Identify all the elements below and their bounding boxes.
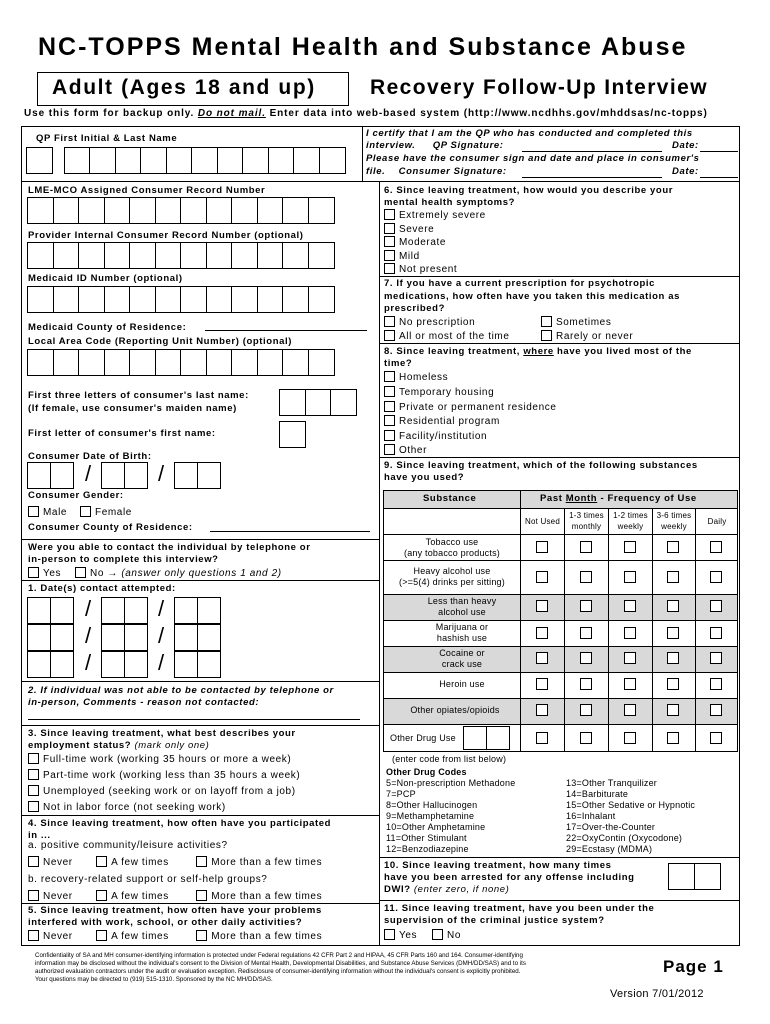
other-drug-code-grid[interactable]	[463, 726, 508, 750]
gender-male[interactable]	[28, 506, 67, 518]
code-10: 10=Other Amphetamine	[386, 822, 486, 832]
frequency-checkbox-r5-c2[interactable]	[580, 652, 592, 664]
first-letter-label: First letter of consumer's first name:	[28, 428, 216, 439]
attempt1-slash2: /	[158, 596, 165, 621]
dob-day-grid[interactable]	[101, 462, 146, 489]
q8-part-b: have you lived most of the	[557, 346, 692, 357]
q7-line1: 7. If you have a current prescription for psychotropic	[384, 278, 656, 289]
frequency-checkbox-r3-c5[interactable]	[710, 600, 722, 612]
q11-yes[interactable]	[384, 929, 417, 941]
code-14: 14=Barbiturate	[566, 789, 629, 799]
q7-opt-4-checkbox[interactable]	[541, 330, 552, 341]
q4b-label: b. recovery-related support or self-help groups?	[28, 874, 268, 885]
attempt2-slash2: /	[158, 623, 165, 648]
q2-comment-line[interactable]	[28, 719, 360, 720]
q4a-never-label: Never	[43, 857, 73, 868]
q2-line2: in-person, Comments - reason not contacted:	[28, 697, 260, 708]
last-name-grid[interactable]	[279, 389, 356, 416]
row-less-alcohol: Less than heavy alcohol use	[427, 596, 497, 617]
q11-yes-checkbox[interactable]	[384, 929, 395, 940]
frequency-rest: - Frequency of Use	[600, 493, 697, 504]
last-name-note: (If female, use consumer's maiden name)	[28, 403, 237, 414]
q6-line1: 6. Since leaving treatment, how would you describe your	[384, 185, 674, 196]
frequency-checkbox-r2-c2[interactable]	[580, 571, 592, 583]
q5-line2: interfered with work, school, or other daily activities?	[28, 917, 303, 928]
frequency-checkbox-r2-c5[interactable]	[710, 571, 722, 583]
local-area-grid[interactable]	[27, 349, 333, 376]
q3-opt-4-checkbox[interactable]	[28, 801, 39, 812]
q4a-more-label: More than a few times	[211, 857, 323, 868]
q8-opt-5-label: Facility/institution	[399, 431, 488, 442]
frequency-checkbox-r4-c3[interactable]	[624, 627, 636, 639]
q4b-never-label: Never	[43, 891, 73, 902]
code-12: 12=Benzodiazepine	[386, 844, 469, 854]
q10-line1: 10. Since leaving treatment, how many times	[384, 860, 612, 871]
contact-no-checkbox[interactable]	[75, 567, 86, 578]
frequency-checkbox-r3-c3[interactable]	[624, 600, 636, 612]
contact-question-1: Were you able to contact the individual by telephone or	[28, 542, 311, 553]
certify-interview: interview.	[366, 140, 416, 151]
frequency-checkbox-r7-c4[interactable]	[667, 704, 679, 716]
q4-line2: in ...	[28, 830, 51, 841]
frequency-checkbox-r6-c4[interactable]	[667, 678, 679, 690]
certify-line2	[366, 140, 504, 151]
consumer-date-label: Date:	[672, 166, 699, 177]
q11-no-label: No	[447, 930, 461, 941]
q8-opt-4-label: Residential program	[399, 416, 500, 427]
attempt3-day[interactable]	[101, 651, 146, 678]
other-drug-note: (enter code from list below)	[392, 754, 507, 764]
frequency-checkbox-r8-c5[interactable]	[710, 732, 722, 744]
q3-opt-1[interactable]	[28, 753, 291, 765]
dob-slash-2: /	[158, 461, 165, 486]
contact-yes-label: Yes	[43, 568, 62, 579]
attempt1-slash1: /	[85, 596, 92, 621]
q3-opt-3[interactable]	[28, 785, 296, 797]
substance-header: Substance	[423, 493, 477, 504]
gender-female[interactable]	[80, 506, 132, 518]
frequency-checkbox-r3-c4[interactable]	[667, 600, 679, 612]
q11-no-checkbox[interactable]	[432, 929, 443, 940]
q10-line3	[384, 884, 509, 895]
q7-opt-3-checkbox[interactable]	[384, 330, 395, 341]
attempt2-slash1: /	[85, 623, 92, 648]
code-17: 17=Over-the-Counter	[566, 822, 656, 832]
attempt1-day[interactable]	[101, 597, 146, 624]
frequency-checkbox-r1-c1[interactable]	[536, 541, 548, 553]
q3-opt-1-checkbox[interactable]	[28, 753, 39, 764]
q7-opt-2[interactable]	[541, 316, 611, 328]
row-cocaine: Cocaine or crack use	[439, 648, 485, 669]
code-16: 16=Inhalant	[566, 811, 616, 821]
q8-opt-2-label: Temporary housing	[399, 387, 495, 398]
contact-question-2: in-person to complete this interview?	[28, 554, 219, 565]
use-note	[24, 108, 708, 119]
confidentiality-4: Your questions may be directed to (919) 515-1310. Sponsored by the NC MH/DD/SAS.	[35, 976, 273, 983]
use-note-c: Enter data into web-based system (http://www.ncdhhs.gov/mhddsas/nc-topps)	[269, 108, 708, 119]
q4a-never-checkbox[interactable]	[28, 856, 39, 867]
q4a-more-checkbox[interactable]	[196, 856, 207, 867]
q7-line2: medications, how often have you taken this medication as	[384, 291, 680, 302]
contact-yes-checkbox[interactable]	[28, 567, 39, 578]
row-heavy-alcohol: Heavy alcohol use (>=5(4) drinks per sitting)	[399, 566, 505, 587]
frequency-checkbox-r7-c3[interactable]	[624, 704, 636, 716]
lme-grid[interactable]	[27, 197, 333, 224]
qp-label: QP First Initial & Last Name	[36, 133, 178, 144]
q8-line1	[384, 346, 692, 357]
q6-opt-3-checkbox[interactable]	[384, 236, 395, 247]
q9-line2: have you used?	[384, 472, 465, 483]
q3-opt-2[interactable]	[28, 769, 300, 781]
consumer-signature-line[interactable]	[522, 177, 662, 178]
frequency-checkbox-r2-c4[interactable]	[667, 571, 679, 583]
col-not-used: Not Used	[525, 517, 560, 526]
county-residence-label: Consumer County of Residence:	[28, 522, 193, 533]
q5-never-checkbox[interactable]	[28, 930, 39, 941]
q7-line3: prescribed?	[384, 303, 445, 314]
q8-opt-5-checkbox[interactable]	[384, 430, 395, 441]
frequency-checkbox-r6-c1[interactable]	[536, 678, 548, 690]
q4a-options[interactable]	[28, 856, 322, 868]
q3-opt-1-label: Full-time work (working 35 hours or more a week)	[43, 754, 292, 765]
code-5: 5=Non-prescription Methadone	[386, 778, 516, 788]
contact-no[interactable]	[75, 567, 282, 579]
q6-opt-5[interactable]	[384, 263, 457, 275]
medicaid-county-line[interactable]	[205, 330, 367, 331]
frequency-checkbox-r6-c5[interactable]	[710, 678, 722, 690]
form-title: NC-TOPPS Mental Health and Substance Abuse	[38, 33, 688, 61]
frequency-checkbox-r3-c1[interactable]	[536, 600, 548, 612]
q5-few-checkbox[interactable]	[96, 930, 107, 941]
q2-line1: 2. If individual was not able to be contacted by telephone or	[28, 685, 334, 696]
q4a-label: a. positive community/leisure activities?	[28, 840, 228, 851]
attempt1-month[interactable]	[27, 597, 72, 624]
q8-opt-3-label: Private or permanent residence	[399, 402, 557, 413]
q10-dwi: DWI?	[384, 884, 411, 895]
consumer-line1: Please have the consumer sign and date and place in consumer's	[366, 153, 700, 164]
q3-opt-4-label: Not in labor force (not seeking work)	[43, 802, 226, 813]
q8-where: where	[523, 346, 554, 357]
q4b-options[interactable]	[28, 890, 322, 902]
qp-signature-line[interactable]	[522, 151, 662, 152]
version: Version 7/01/2012	[610, 988, 704, 1000]
q6-opt-2[interactable]	[384, 223, 434, 235]
qp-initial-grid[interactable]	[26, 147, 344, 174]
code-9: 9=Methamphetamine	[386, 811, 475, 821]
confidentiality-3: authorized evaluation contractors under the audit or evaluation exception. Redisclosure of consumer-identifying information without the individual's consent is explicitly prohibited.	[35, 968, 521, 975]
form-subtitle: Recovery Follow-Up Interview	[370, 76, 708, 99]
q3-opt-3-label: Unemployed (seeking work or on layoff from a job)	[43, 786, 296, 797]
q6-opt-4-checkbox[interactable]	[384, 250, 395, 261]
frequency-checkbox-r4-c5[interactable]	[710, 627, 722, 639]
q8-opt-6-checkbox[interactable]	[384, 444, 395, 455]
q7-opt-1-checkbox[interactable]	[384, 316, 395, 327]
frequency-checkbox-r7-c5[interactable]	[710, 704, 722, 716]
code-8: 8=Other Hallucinogen	[386, 800, 478, 810]
arrest-count-grid[interactable]	[668, 863, 719, 890]
frequency-checkbox-r4-c1[interactable]	[536, 627, 548, 639]
q3-opt-3-checkbox[interactable]	[28, 785, 39, 796]
lme-label: LME-MCO Assigned Consumer Record Number	[28, 185, 266, 196]
q11-line2: supervision of the criminal justice system?	[384, 915, 605, 926]
gender-label: Consumer Gender:	[28, 490, 124, 501]
q3-mark-one: (mark only one)	[134, 740, 210, 751]
attempt3-year[interactable]	[174, 651, 219, 678]
frequency-header	[540, 493, 697, 504]
q7-opt-3-label: All or most of the time	[399, 331, 510, 342]
female-label: Female	[95, 507, 132, 518]
frequency-checkbox-r1-c2[interactable]	[580, 541, 592, 553]
q8-part-a: 8. Since leaving treatment,	[384, 346, 521, 357]
q8-opt-1-label: Homeless	[399, 372, 449, 383]
q11-no[interactable]	[432, 929, 461, 941]
dob-label: Consumer Date of Birth:	[28, 451, 152, 462]
code-7: 7=PCP	[386, 789, 416, 799]
frequency-checkbox-r7-c2[interactable]	[580, 704, 592, 716]
attempt2-day[interactable]	[101, 624, 146, 651]
q6-line2: mental health symptoms?	[384, 197, 515, 208]
q3-opt-2-label: Part-time work (working less than 35 hours a week)	[43, 770, 301, 781]
q8-opt-1-checkbox[interactable]	[384, 371, 395, 382]
frequency-month: Month	[565, 493, 598, 504]
frequency-past: Past	[540, 493, 563, 504]
col-weekly-3-6: 3-6 times weekly	[656, 511, 692, 531]
frequency-checkbox-r3-c2[interactable]	[580, 600, 592, 612]
q6-opt-4-label: Mild	[399, 251, 420, 262]
frequency-checkbox-r6-c3[interactable]	[624, 678, 636, 690]
q4b-more-label: More than a few times	[211, 891, 323, 902]
col-weekly-1-2: 1-2 times weekly	[613, 511, 648, 531]
q6-opt-5-checkbox[interactable]	[384, 263, 395, 274]
q7-opt-4-label: Rarely or never	[556, 331, 634, 342]
use-note-a: Use this form for backup only.	[24, 108, 195, 119]
q5-line1: 5. Since leaving treatment, how often have your problems	[28, 905, 322, 916]
provider-label: Provider Internal Consumer Record Number (optional)	[28, 230, 304, 241]
dob-year-grid[interactable]	[174, 462, 219, 489]
dob-month-grid[interactable]	[27, 462, 72, 489]
q4b-few-label: A few times	[111, 891, 169, 902]
male-label: Male	[43, 507, 68, 518]
code-29: 29=Ecstasy (MDMA)	[566, 844, 653, 854]
q6-opt-3-label: Moderate	[399, 237, 447, 248]
row-other-opiates: Other opiates/opioids	[410, 705, 500, 715]
attempt2-month[interactable]	[27, 624, 72, 651]
q4a-few-label: A few times	[111, 857, 169, 868]
row-heroin: Heroin use	[439, 679, 485, 689]
q5-never-label: Never	[43, 931, 73, 942]
q10-zero-note: (enter zero, if none)	[413, 884, 510, 895]
frequency-checkbox-r2-c3[interactable]	[624, 571, 636, 583]
frequency-checkbox-r8-c2[interactable]	[580, 732, 592, 744]
frequency-checkbox-r6-c2[interactable]	[580, 678, 592, 690]
q4b-few-checkbox[interactable]	[96, 890, 107, 901]
arrow-right-icon: →	[103, 568, 122, 579]
q7-opt-2-label: Sometimes	[556, 317, 612, 328]
certify-line1: I certify that I am the QP who has conducted and completed this	[366, 128, 693, 139]
confidentiality-1: Confidentiality of SA and MH consumer-identifying information is protected under Federal regulations 42 CFR Part 2 and HIPAA, 45 CFR Parts 160 and 164. Consumer-identifying	[35, 952, 523, 959]
use-note-b: Do not mail.	[197, 108, 266, 119]
q6-opt-5-label: Not present	[399, 264, 458, 275]
q7-opt-1-label: No prescription	[399, 317, 476, 328]
q8-opt-1[interactable]	[384, 371, 448, 383]
frequency-checkbox-r5-c1[interactable]	[536, 652, 548, 664]
q4b-more-checkbox[interactable]	[196, 890, 207, 901]
frequency-checkbox-r5-c3[interactable]	[624, 652, 636, 664]
q6-opt-1[interactable]	[384, 209, 486, 221]
medicaid-label: Medicaid ID Number (optional)	[28, 273, 183, 284]
q8-opt-6[interactable]	[384, 444, 427, 456]
contact-no-label: No	[90, 568, 104, 579]
dob-slash-1: /	[85, 461, 92, 486]
q6-opt-4[interactable]	[384, 250, 420, 262]
frequency-checkbox-r5-c4[interactable]	[667, 652, 679, 664]
contact-no-note: (answer only questions 1 and 2)	[121, 568, 282, 579]
attempt3-month[interactable]	[27, 651, 72, 678]
q8-opt-5[interactable]	[384, 430, 487, 442]
code-13: 13=Other Tranquilizer	[566, 778, 657, 788]
row-marijuana: Marijuana or hashish use	[435, 622, 489, 643]
q5-options[interactable]	[28, 930, 322, 942]
county-residence-line[interactable]	[210, 531, 370, 532]
adult-label: Adult (Ages 18 and up)	[52, 76, 316, 99]
q6-opt-2-label: Severe	[399, 224, 435, 235]
attempt3-slash2: /	[158, 650, 165, 675]
last-name-label: First three letters of consumer's last name:	[28, 390, 249, 401]
q8-opt-6-label: Other	[399, 445, 428, 456]
frequency-checkbox-r7-c1[interactable]	[536, 704, 548, 716]
q4b-never-checkbox[interactable]	[28, 890, 39, 901]
frequency-checkbox-r1-c5[interactable]	[710, 541, 722, 553]
code-22: 22=OxyContin (Oxycodone)	[566, 833, 683, 843]
row-tobacco: Tobacco use (any tobacco products)	[404, 537, 500, 558]
q7-opt-1[interactable]	[384, 316, 475, 328]
page-number: Page 1	[663, 957, 724, 976]
col-monthly: 1-3 times monthly	[569, 511, 604, 531]
q6-opt-1-checkbox[interactable]	[384, 209, 395, 220]
q7-opt-4[interactable]	[541, 330, 633, 342]
q3-line1: 3. Since leaving treatment, what best describes your	[28, 728, 296, 739]
q3-line2	[28, 740, 209, 751]
provider-grid[interactable]	[27, 242, 333, 269]
codes-title: Other Drug Codes	[386, 767, 467, 777]
q11-yes-label: Yes	[399, 930, 418, 941]
q8-opt-3-checkbox[interactable]	[384, 401, 395, 412]
consumer-date-line[interactable]	[700, 177, 738, 178]
q6-opt-3[interactable]	[384, 236, 446, 248]
q4a-few-checkbox[interactable]	[96, 856, 107, 867]
q10-line2: have you been arrested for any offense including	[384, 872, 635, 883]
female-checkbox[interactable]	[80, 506, 91, 517]
q8-opt-3[interactable]	[384, 401, 557, 413]
attempt3-slash1: /	[85, 650, 92, 675]
q5-more-checkbox[interactable]	[196, 930, 207, 941]
q4-line1: 4. Since leaving treatment, how often have you participated	[28, 818, 332, 829]
medicaid-county-label: Medicaid County of Residence:	[28, 322, 187, 333]
q8-opt-4[interactable]	[384, 415, 500, 427]
local-area-label: Local Area Code (Reporting Unit Number) (optional)	[28, 336, 292, 347]
q1-label: 1. Date(s) contact attempted:	[28, 583, 176, 594]
frequency-checkbox-r5-c5[interactable]	[710, 652, 722, 664]
frequency-checkbox-r1-c3[interactable]	[624, 541, 636, 553]
q3-employment: employment status?	[28, 740, 132, 751]
frequency-checkbox-r4-c4[interactable]	[667, 627, 679, 639]
consumer-signature-label: Consumer Signature:	[398, 166, 507, 177]
q6-opt-1-label: Extremely severe	[399, 210, 486, 221]
code-15: 15=Other Sedative or Hypnotic	[566, 800, 696, 810]
frequency-checkbox-r2-c1[interactable]	[536, 571, 548, 583]
q5-few-label: A few times	[111, 931, 169, 942]
frequency-checkbox-r1-c4[interactable]	[667, 541, 679, 553]
confidentiality-2: information may be disclosed without the individual's consent to the Division of Mental Health, Developmental Disabilities, and Substance Abuse Services (DMH/DD/SAS) and to its	[35, 960, 526, 967]
consumer-file: file.	[366, 166, 386, 177]
first-letter-grid[interactable]	[279, 421, 305, 448]
q8-opt-2[interactable]	[384, 386, 494, 398]
q8-opt-2-checkbox[interactable]	[384, 386, 395, 397]
q8-line2: time?	[384, 358, 413, 369]
code-11: 11=Other Stimulant	[386, 833, 467, 843]
q7-opt-2-checkbox[interactable]	[541, 316, 552, 327]
q3-opt-2-checkbox[interactable]	[28, 769, 39, 780]
frequency-checkbox-r8-c4[interactable]	[667, 732, 679, 744]
q11-line1: 11. Since leaving treatment, have you been under the	[384, 903, 655, 914]
male-checkbox[interactable]	[28, 506, 39, 517]
frequency-checkbox-r8-c1[interactable]	[536, 732, 548, 744]
qp-signature-label: QP Signature:	[432, 140, 504, 151]
q6-opt-2-checkbox[interactable]	[384, 223, 395, 234]
frequency-checkbox-r8-c3[interactable]	[624, 732, 636, 744]
q9-line1: 9. Since leaving treatment, which of the following substances	[384, 460, 698, 471]
consumer-line2	[366, 166, 507, 177]
q8-opt-4-checkbox[interactable]	[384, 415, 395, 426]
medicaid-grid[interactable]	[27, 286, 333, 313]
q5-more-label: More than a few times	[211, 931, 323, 942]
qp-date-line[interactable]	[700, 151, 738, 152]
q3-opt-4[interactable]	[28, 801, 226, 813]
qp-date-label: Date:	[672, 140, 699, 151]
attempt1-year[interactable]	[174, 597, 219, 624]
q7-opt-3[interactable]	[384, 330, 510, 342]
row-other-drug: Other Drug Use	[390, 733, 456, 743]
frequency-checkbox-r4-c2[interactable]	[580, 627, 592, 639]
attempt2-year[interactable]	[174, 624, 219, 651]
col-daily: Daily	[707, 517, 727, 526]
contact-yes[interactable]	[28, 567, 61, 579]
